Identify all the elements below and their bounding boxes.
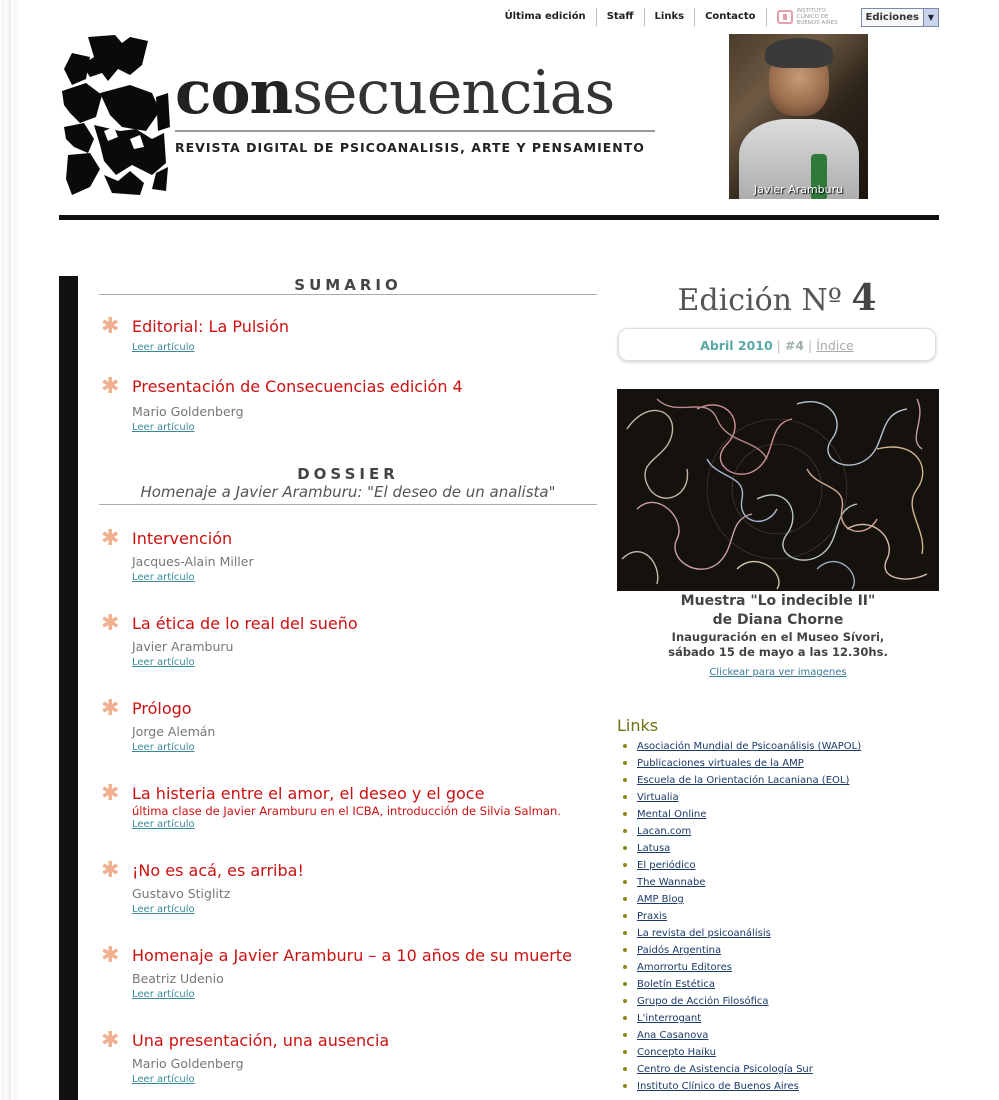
external-link[interactable]: Lacan.com: [637, 826, 692, 837]
list-item: [99, 1028, 597, 1087]
read-article-link[interactable]: Leer artículo: [132, 742, 195, 753]
left-decorative-stripes: [0, 0, 18, 1100]
site-title-light: secuencias: [292, 58, 615, 128]
list-item: [623, 942, 861, 959]
article-note: última clase de Javier Aramburu en el ICBA, introducción de Silvia Salman.: [132, 804, 561, 818]
list-item: [623, 806, 861, 823]
external-link[interactable]: AMP Blog: [637, 894, 684, 905]
edition-date: Abril 2010: [700, 338, 773, 353]
icba-logo-text: INSTITUTO CLÍNICO DE BUENOS AIRES: [796, 8, 838, 26]
exhibit-artwork-image[interactable]: [617, 389, 939, 591]
asterisk-icon: ✱: [101, 314, 120, 339]
portrait-hair: [765, 38, 833, 68]
list-item: [623, 1061, 861, 1078]
list-item: [623, 993, 861, 1010]
exhibit-line1: Inauguración en el Museo Sívori,: [671, 630, 885, 644]
edition-hash: #4: [784, 338, 805, 353]
read-article-link[interactable]: Leer artículo: [132, 422, 195, 433]
article-title[interactable]: Prólogo: [132, 699, 192, 718]
list-item: [623, 891, 861, 908]
asterisk-icon: ✱: [101, 858, 120, 883]
editions-select-value: Ediciones: [865, 11, 919, 23]
external-link[interactable]: Amorrortu Editores: [637, 962, 732, 973]
editions-select[interactable]: [861, 8, 940, 27]
list-item: [99, 696, 597, 755]
exhibit-title: Muestra "Lo indecible II": [680, 593, 876, 609]
article-title[interactable]: La ética de lo real del sueño: [132, 614, 358, 633]
read-article-link[interactable]: Leer artículo: [132, 1074, 195, 1085]
read-article-link[interactable]: Leer artículo: [132, 819, 195, 830]
exhibit-images-link[interactable]: Clickear para ver imagenes: [709, 667, 847, 678]
list-item: [99, 781, 597, 832]
list-item: [623, 1078, 861, 1095]
site-subtitle: REVISTA DIGITAL DE PSICOANALISIS, ARTE Y PENSAMIENTO: [175, 140, 645, 155]
asterisk-icon: ✱: [101, 781, 120, 806]
edition-number: 4: [851, 277, 877, 319]
featured-portrait[interactable]: [729, 34, 868, 199]
list-item: [623, 755, 861, 772]
article-title[interactable]: Una presentación, una ausencia: [132, 1031, 390, 1050]
external-link[interactable]: Mental Online: [637, 809, 707, 820]
external-link[interactable]: The Wannabe: [637, 877, 706, 888]
list-item: [623, 874, 861, 891]
external-link[interactable]: Instituto Clínico de Buenos Aires: [637, 1081, 799, 1092]
article-author: Mario Goldenberg: [132, 404, 244, 419]
list-item: [99, 611, 597, 670]
read-article-link[interactable]: Leer artículo: [132, 342, 195, 353]
exhibit-artist: de Diana Chorne: [712, 612, 844, 628]
article-author: Gustavo Stiglitz: [132, 886, 231, 901]
external-link[interactable]: Ana Casanova: [637, 1030, 709, 1041]
external-link[interactable]: Centro de Asistencia Psicología Sur: [637, 1064, 813, 1075]
asterisk-icon: ✱: [101, 526, 120, 551]
list-item: [623, 976, 861, 993]
external-link[interactable]: Virtualia: [637, 792, 679, 803]
edition-heading: [617, 277, 937, 319]
exhibit-line2: sábado 15 de mayo a las 12.30hs.: [668, 645, 888, 659]
external-link[interactable]: Escuela de la Orientación Lacaniana (EOL): [637, 775, 850, 786]
separator: |: [776, 338, 781, 353]
list-item: [623, 772, 861, 789]
exhibit-caption: [617, 592, 939, 679]
article-title[interactable]: Presentación de Consecuencias edición 4: [132, 377, 463, 396]
top-nav: [495, 7, 939, 27]
external-link[interactable]: Asociación Mundial de Psicoanálisis (WAPOL): [637, 741, 862, 752]
external-link[interactable]: El periódico: [637, 860, 696, 871]
list-item: [99, 943, 597, 1002]
asterisk-icon: ✱: [101, 611, 120, 636]
list-item: [623, 857, 861, 874]
list-item: [623, 823, 861, 840]
asterisk-icon: ✱: [101, 1028, 120, 1053]
separator: |: [808, 338, 813, 353]
list-item: [99, 374, 597, 435]
external-link[interactable]: Grupo de Acción Filosófica: [637, 996, 769, 1007]
article-author: Jorge Alemán: [132, 724, 216, 739]
brand-logo-icon[interactable]: [60, 35, 170, 197]
dossier-heading: DOSSIER: [297, 465, 399, 483]
nav-links[interactable]: Links: [645, 8, 696, 26]
icba-partner-logo[interactable]: [766, 8, 857, 26]
list-item: [623, 789, 861, 806]
edition-info-box: [618, 328, 936, 361]
left-black-bar: [59, 276, 78, 1100]
external-link[interactable]: Paidós Argentina: [637, 945, 722, 956]
list-item: [99, 858, 597, 917]
asterisk-icon: ✱: [101, 374, 120, 399]
sumario-rule: [99, 294, 597, 295]
icba-logo-icon: [777, 10, 793, 24]
index-link[interactable]: Índice: [816, 338, 854, 353]
article-title[interactable]: ¡No es acá, es arriba!: [132, 861, 304, 880]
sumario-heading: SUMARIO: [294, 276, 402, 294]
list-item: [99, 314, 597, 355]
site-title-rule: [175, 130, 655, 132]
chevron-down-icon[interactable]: ▼: [923, 9, 938, 26]
list-item: [99, 526, 597, 585]
site-title[interactable]: [175, 58, 614, 128]
article-author: Beatriz Udenio: [132, 971, 224, 986]
external-link[interactable]: Publicaciones virtuales de la AMP: [637, 758, 804, 769]
external-link[interactable]: La revista del psicoanálisis: [637, 928, 771, 939]
external-link[interactable]: L'interrogant: [637, 1013, 702, 1024]
article-title[interactable]: La histeria entre el amor, el deseo y el goce: [132, 784, 485, 803]
article-title[interactable]: Editorial: La Pulsión: [132, 317, 289, 336]
external-link[interactable]: Praxis: [637, 911, 667, 922]
nav-ultima-edicion[interactable]: Última edición: [495, 8, 597, 26]
article-author: Javier Aramburu: [132, 639, 234, 654]
list-item: [623, 1010, 861, 1027]
asterisk-icon: ✱: [101, 696, 120, 721]
article-author: Mario Goldenberg: [132, 1056, 244, 1071]
external-link[interactable]: Boletín Estética: [637, 979, 716, 990]
nav-contacto[interactable]: Contacto: [705, 11, 756, 22]
article-author: Jacques-Alain Miller: [132, 554, 254, 569]
links-list: [623, 738, 861, 1095]
list-item: [623, 908, 861, 925]
article-title[interactable]: Homenaje a Javier Aramburu – a 10 años de su muerte: [132, 946, 572, 965]
list-item: [623, 1027, 861, 1044]
links-heading: Links: [617, 716, 659, 735]
list-item: [623, 840, 861, 857]
external-link[interactable]: Latusa: [637, 843, 671, 854]
read-article-link[interactable]: Leer artículo: [132, 904, 195, 915]
read-article-link[interactable]: Leer artículo: [132, 572, 195, 583]
main-content: [99, 276, 597, 1087]
list-item: [623, 959, 861, 976]
dossier-subtitle: Homenaje a Javier Aramburu: "El deseo de un analista": [140, 483, 556, 501]
dossier-rule: [99, 504, 597, 505]
asterisk-icon: ✱: [101, 943, 120, 968]
list-item: [623, 1044, 861, 1061]
article-title[interactable]: Intervención: [132, 529, 233, 548]
portrait-caption: Javier Aramburu: [753, 183, 844, 196]
site-title-bold: con: [175, 58, 293, 128]
list-item: [623, 738, 861, 755]
list-item: [623, 925, 861, 942]
edition-label: Edición Nº: [677, 283, 842, 318]
external-link[interactable]: Concepto Haiku: [637, 1047, 716, 1058]
read-article-link[interactable]: Leer artículo: [132, 989, 195, 1000]
header-divider: [59, 215, 939, 220]
read-article-link[interactable]: Leer artículo: [132, 657, 195, 668]
nav-staff[interactable]: Staff: [597, 8, 645, 26]
